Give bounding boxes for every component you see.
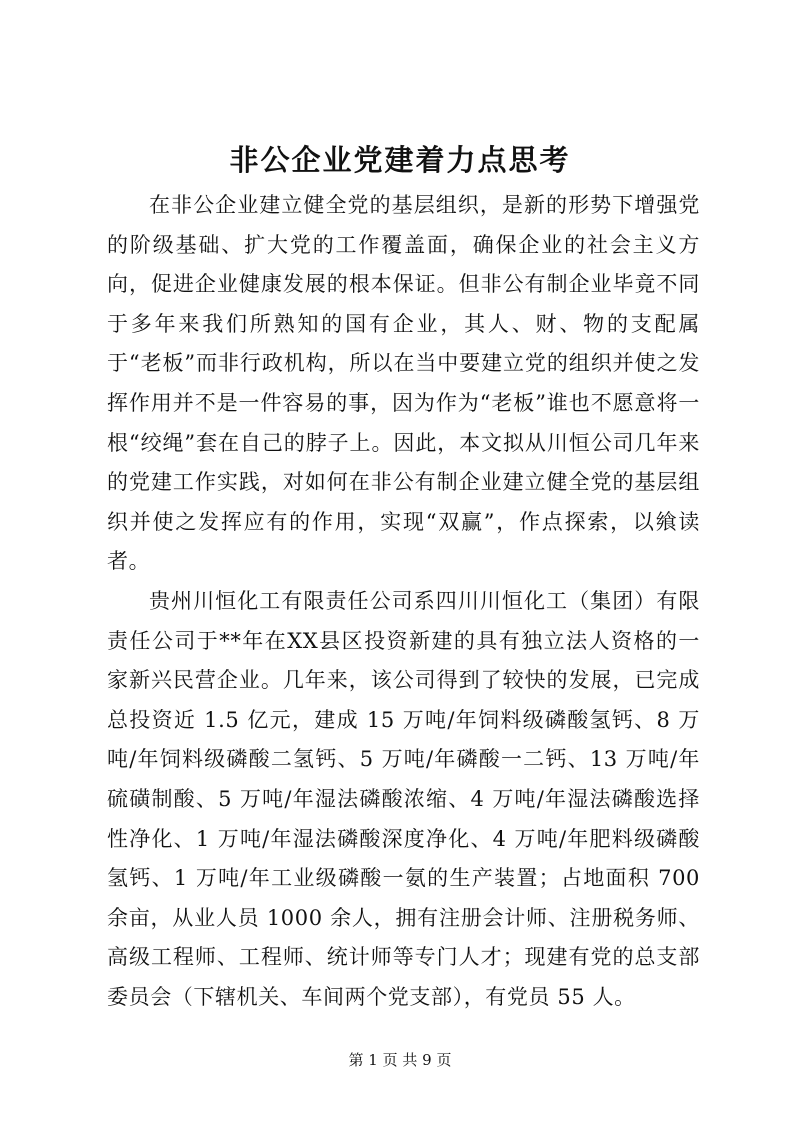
document-body <box>107 186 700 1017</box>
page-footer: 第 1 页 共 9 页 <box>348 1051 452 1069</box>
paragraph-company-profile: 贵州川恒化工有限责任公司系四川川恒化工（集团）有限责任公司于**年在XX县区投资新建的具有独立法人资格的一家新兴民营企业。几年来，该公司得到了较快的发展，已完成总投资近 1.5 亿元，建成 15 万吨/年饲料级磷酸氢钙、8 万吨/年饲料级磷酸二氢钙、5 万吨/年磷酸一二钙、13 万吨/年硫磺制酸、5 万吨/年湿法磷酸浓缩、4 万吨/年湿法磷酸选择性净化、1 万吨/年湿法磷酸深度净化、4 万吨/年肥料级磷酸氢钙、1 万吨/年工业级磷酸一氨的生产装置；占地面积 700 余亩，从业人员 1000 余人，拥有注册会计师、注册税务师、高级工程师、工程师、统计师等专门人才；现建有党的总支部委员会（下辖机关、车间两个党支部），有党员 55 人。 <box>107 588 700 1009</box>
paragraph-intro: 在非公企业建立健全党的基层组织，是新的形势下增强党的阶级基础、扩大党的工作覆盖面，确保企业的社会主义方向，促进企业健康发展的根本保证。但非公有制企业毕竟不同于多年来我们所熟知的国有企业，其人、财、物的支配属于“老板”而非行政机构，所以在当中要建立党的组织并使之发挥作用并不是一件容易的事，因为作为“老板”谁也不愿意将一根“绞绳”套在自己的脖子上。因此，本文拟从川恒公司几年来的党建工作实践，对如何在非公有制企业建立健全党的基层组织并使之发挥应有的作用，实现“双赢”，作点探索，以飨读者。 <box>107 193 700 574</box>
document-title: 非公企业党建着力点思考 <box>229 143 571 177</box>
